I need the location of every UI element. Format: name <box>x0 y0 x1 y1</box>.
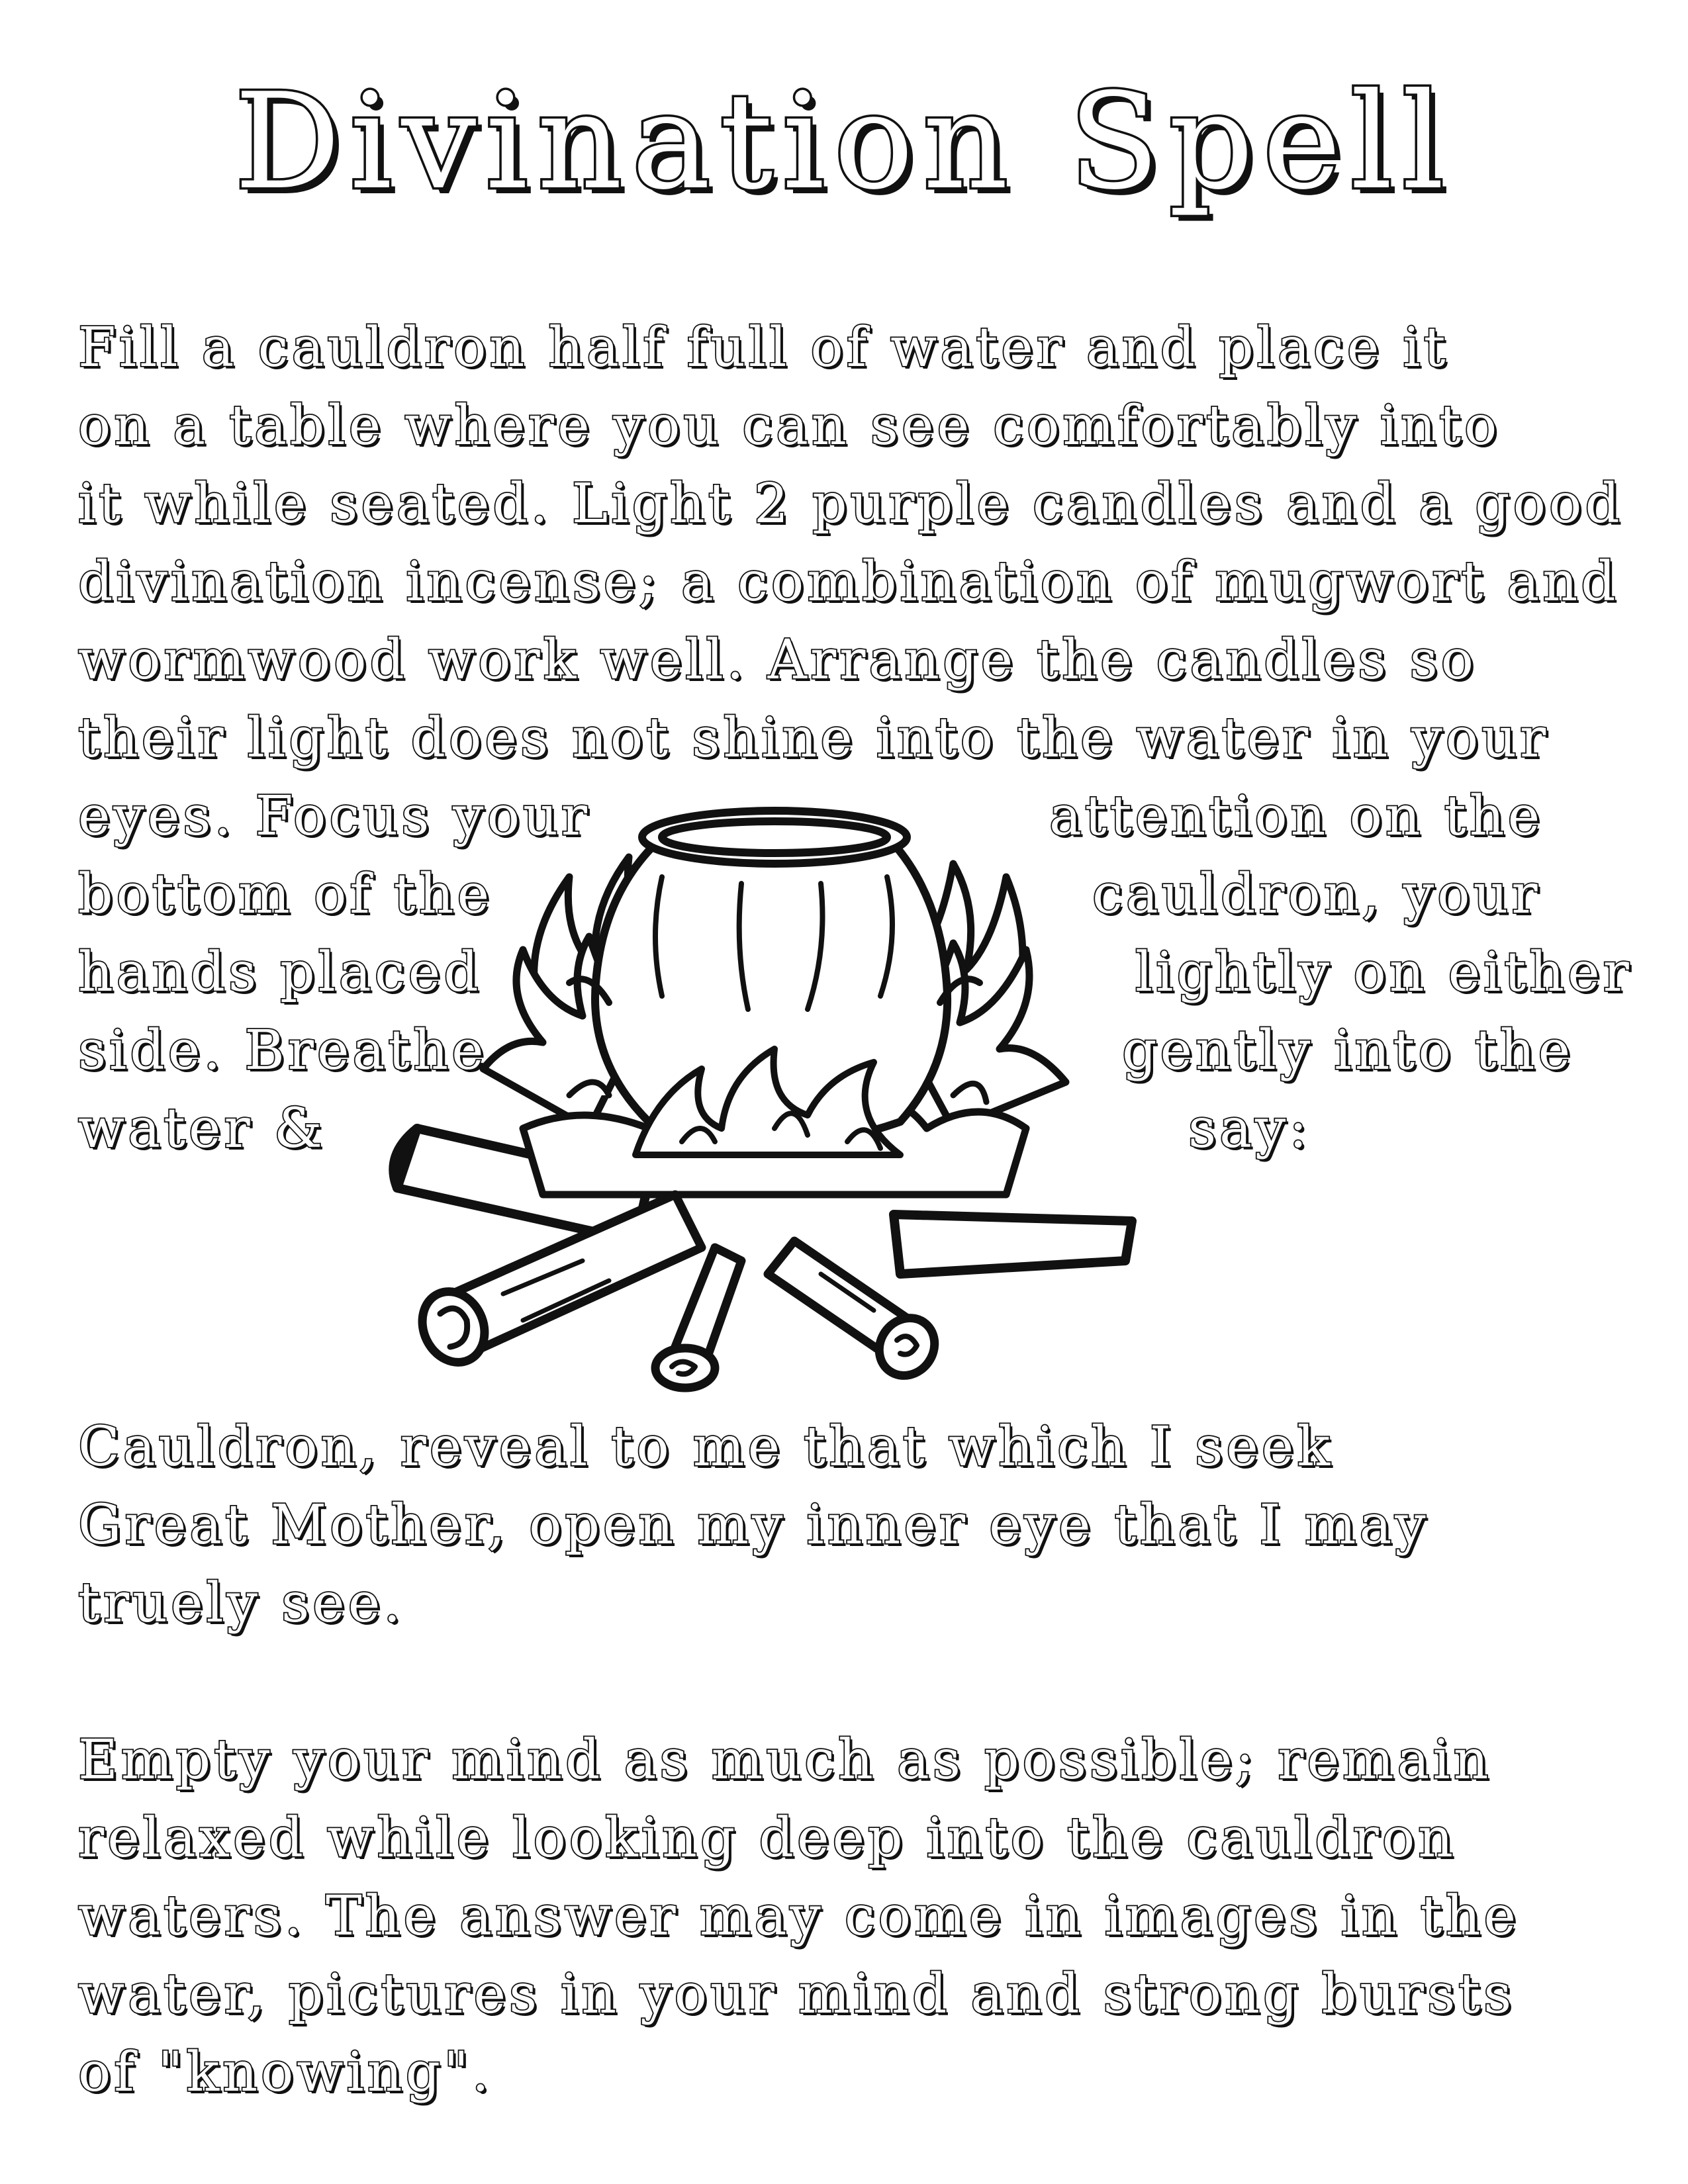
cauldron-rim <box>642 811 907 864</box>
wrap-left-3: hands placed <box>78 941 482 1004</box>
cauldron-over-fire-icon <box>371 784 1178 1393</box>
wrap-right-4: gently into the <box>1122 1019 1574 1082</box>
intro-line-5: wormwood work well. Arrange the candles so <box>78 629 1477 692</box>
closing-line-1: Empty your mind as much as possible; remain <box>78 1729 1492 1792</box>
wrap-left-2: bottom of the <box>78 863 493 926</box>
intro-line-3: it while seated. Light 2 purple candles and a good <box>78 473 1623 535</box>
wrap-left-4: side. Breathe <box>78 1019 487 1082</box>
wrap-left-1: eyes. Focus your <box>78 785 590 848</box>
page-title: Divination Spell <box>234 65 1454 219</box>
intro-line-1: Fill a cauldron half full of water and place it <box>78 316 1449 379</box>
incantation-line-2: Great Mother, open my inner eye that I may <box>78 1494 1429 1557</box>
intro-line-2: on a table where you can see comfortably into <box>78 394 1501 457</box>
wrap-right-3: lightly on either <box>1135 941 1632 1004</box>
closing-line-2: relaxed while looking deep into the cauldron <box>78 1807 1457 1870</box>
wrap-right-1: attention on the <box>1049 785 1544 848</box>
closing-line-5: of "knowing". <box>78 2041 492 2104</box>
wrap-left-5: water & <box>78 1097 326 1160</box>
wrap-right-5: say: <box>1188 1097 1311 1160</box>
incantation-line-3: truely see. <box>78 1572 404 1635</box>
closing-line-4: water, pictures in your mind and strong bursts <box>78 1963 1515 2026</box>
intro-line-4: divination incense; a combination of mugwort and <box>78 551 1619 614</box>
closing-line-3: waters. The answer may come in images in the <box>78 1885 1520 1948</box>
wrap-right-2: cauldron, your <box>1092 863 1541 926</box>
front-logs <box>411 1195 946 1388</box>
incantation-line-1: Cauldron, reveal to me that which I seek <box>78 1416 1334 1479</box>
intro-line-6: their light does not shine into the water in your <box>78 707 1550 770</box>
